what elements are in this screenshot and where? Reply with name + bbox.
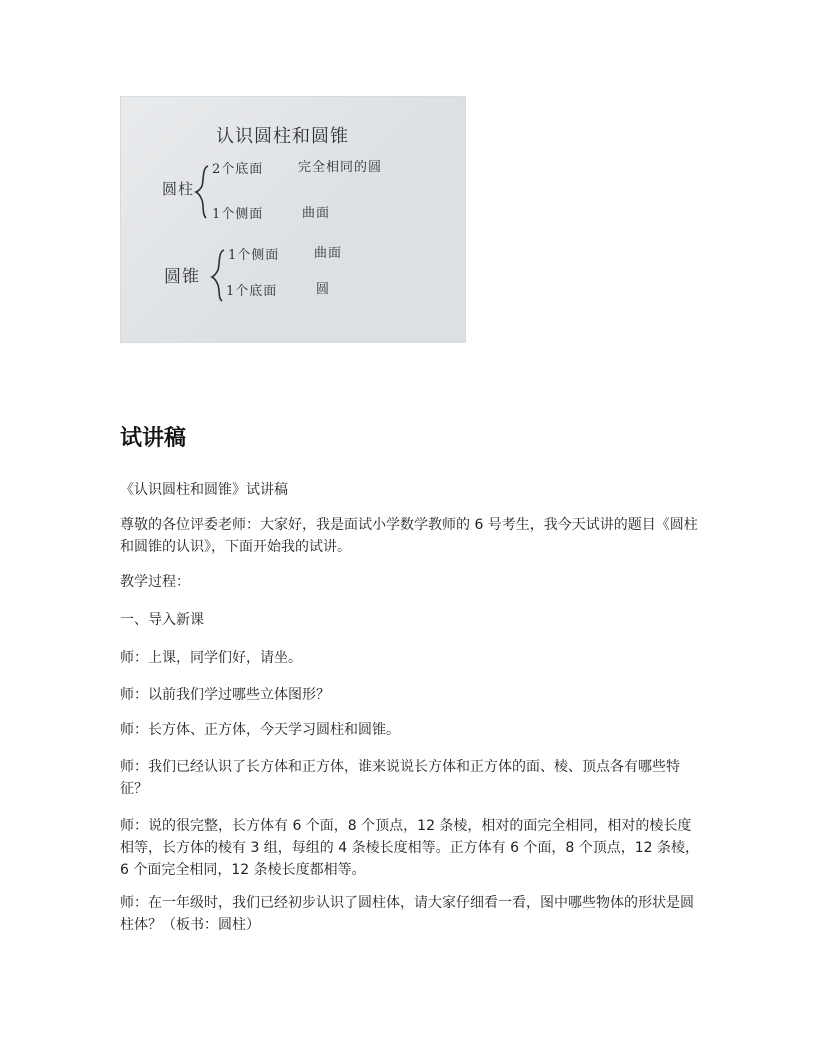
cone-side-description: 曲面	[314, 246, 343, 261]
cylinder-side-description: 曲面	[302, 206, 331, 221]
cylinder-side-text: 1个侧面	[212, 207, 264, 222]
cylinder-base-text: 2个底面	[212, 162, 264, 177]
section-heading-paragraph: 一、导入新课	[120, 612, 204, 628]
document-heading: 试讲稿	[120, 426, 187, 451]
whiteboard-photo	[120, 96, 466, 343]
teacher-line-paragraph: 师：说的很完整，长方体有 6 个面，8 个顶点，12 条棱，相对的面完全相同，相对的棱长度相等，长方体的棱有 3 组，每组的 4 条棱长度相等。正方体有 6 个面，8 个顶点，12 条棱，6 个面完全相同，12 条棱长度都相等。	[120, 818, 700, 878]
teacher-line-paragraph: 师：以前我们学过哪些立体图形？	[120, 687, 330, 703]
cylinder-brace	[196, 166, 208, 218]
cone-base-text: 1个底面	[226, 284, 278, 299]
cone-label: 圆锥	[164, 267, 200, 287]
cone-base-description: 圆	[316, 282, 331, 297]
teacher-line-paragraph: 师：上课，同学们好，请坐。	[120, 650, 302, 666]
process-heading-paragraph: 教学过程：	[120, 574, 190, 590]
lecture-title-paragraph: 《认识圆柱和圆锥》试讲稿	[120, 482, 288, 498]
teacher-line-paragraph: 师：长方体、正方体，今天学习圆柱和圆锥。	[120, 722, 400, 738]
teacher-line-paragraph: 师：在一年级时，我们已经初步认识了圆柱体，请大家仔细看一看，图中哪些物体的形状是圆柱体？（板书：圆柱）	[120, 895, 694, 933]
board-title: 认识圆柱和圆锥	[216, 126, 349, 147]
cone-brace	[212, 250, 224, 301]
cylinder-label: 圆柱	[162, 180, 195, 198]
greeting-paragraph: 尊敬的各位评委老师：大家好，我是面试小学数学教师的 6 号考生，我今天试讲的题目《圆柱和圆锥的认识》，下面开始我的试讲。	[120, 517, 698, 555]
teacher-line-paragraph: 师：我们已经认识了长方体和正方体，谁来说说长方体和正方体的面、棱、顶点各有哪些特征？	[120, 759, 680, 797]
cylinder-base-description: 完全相同的圆	[298, 160, 383, 175]
cone-side-text: 1个侧面	[228, 248, 280, 263]
